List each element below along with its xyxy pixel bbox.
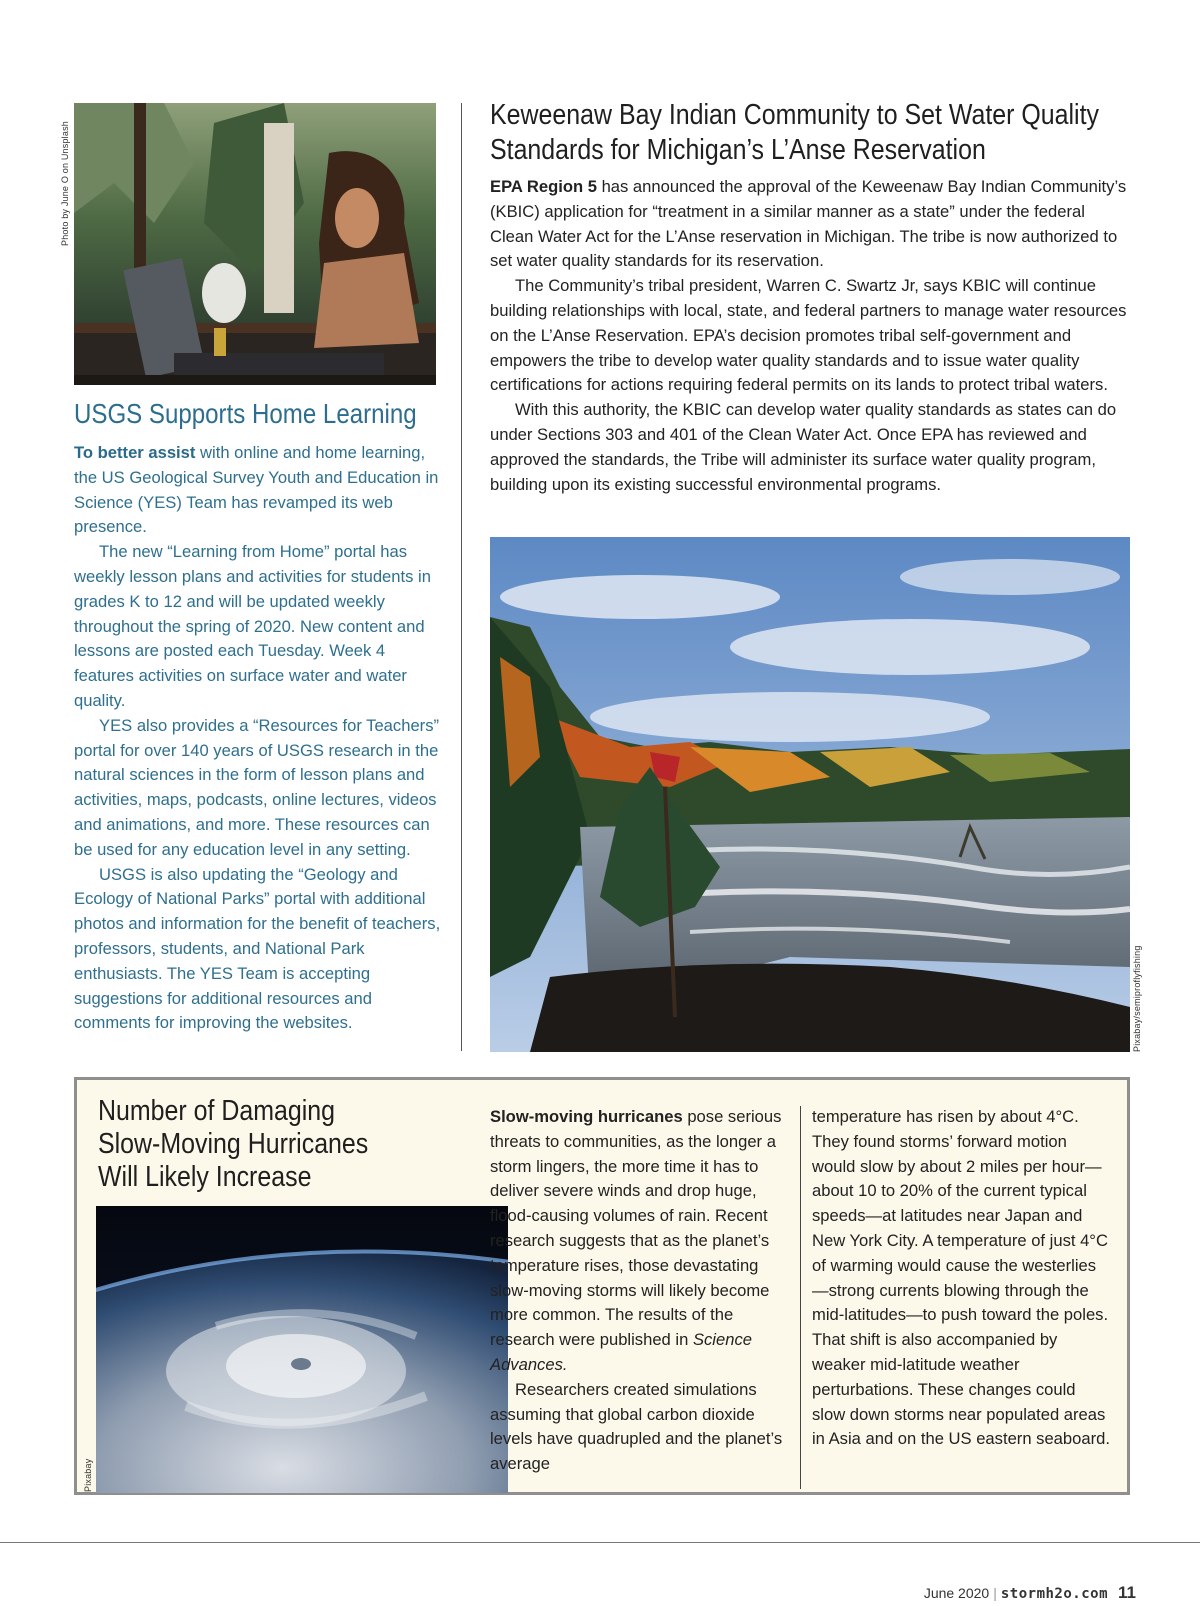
footer-date: June 2020 (923, 1585, 990, 1601)
kbic-article-body (490, 175, 1128, 497)
river-autumn-photo (490, 537, 1130, 1052)
kbic-paragraph-3: With this authority, the KBIC can develop water quality standards as states can do under Sections 303 and 401 of the Clean Water Act. Once EPA has reviewed and approved the standards, the Tribe will administer its surface water quality program, building upon its existing successful environmental programs. (490, 400, 1117, 494)
kbic-paragraph-2: The Community’s tribal president, Warren C. Swartz Jr, says KBIC will continue building relationships with local, state, and federal partners to manage water resources on the L’Anse Reservation. EPA’s decision promotes tribal self-government and empowers the tribe to develop water quality standards and to issue water quality certifications for actions requiring federal permits on its lands to protect tribal waters. (490, 276, 1127, 395)
kbic-p1-text: has announced the approval of the Keweenaw Bay Indian Community’s (KBIC) application for “treatment in a similar manner as a state” under the federal Clean Water Act for the L’Anse reservation in Michigan. The tribe is now authorized to set water quality standards for its reservation. (490, 177, 1127, 271)
photo-credit-hurricane: Pixabay (83, 1458, 93, 1492)
page-footer (924, 1583, 1136, 1603)
usgs-article-title: USGS Supports Home Learning (74, 398, 417, 429)
usgs-paragraph-2: The new “Learning from Home” portal has weekly lesson plans and activities for students in grades K to 12 and will be updated weekly throughout the spring of 2020. New content and lessons are posted each Tuesday. Week 4 features activities on surface water and water quality. (74, 542, 431, 710)
hurricane-paragraph-2: Researchers created simulations assuming that global carbon dioxide levels have quadrupled and the planet’s average (490, 1379, 783, 1474)
usgs-paragraph-1 (74, 441, 446, 540)
page-number: 11 (1118, 1583, 1136, 1602)
hurricane-article-title: Number of Damaging Slow-Moving Hurricanes Will Likely Increase (98, 1095, 369, 1193)
footer-rule (0, 1542, 1200, 1543)
hurricane-lead: Slow-moving hurricanes (490, 1107, 683, 1126)
journal-name: Science Advances. (490, 1330, 752, 1374)
usgs-lead: To better assist (74, 443, 196, 462)
usgs-article-body (74, 441, 446, 1036)
hurricane-column-1 (490, 1105, 790, 1477)
hurricane-p1-text: pose serious threats to communities, as the longer a storm lingers, the more time it has to deliver severe winds and drop huge, flood-causing volumes of rain. Recent research suggests that as the planet’s temperature rises, those devastating slow-moving storms will likely become more common. The results of the research were published in (490, 1107, 782, 1350)
usgs-home-learning-photo (74, 103, 436, 385)
kbic-article-title: Keweenaw Bay Indian Community to Set Water Quality Standards for Michigan’s L’Anse Reservation (490, 99, 1100, 166)
usgs-paragraph-3: YES also provides a “Resources for Teachers” portal for over 140 years of USGS research in the natural sciences in the form of lesson plans and activities, maps, podcasts, online lectures, videos and animations, and more. These resources can be used for any education level in any setting. (74, 715, 440, 859)
photo-credit-kbic: Pixabay/semiproflyfishing (1132, 945, 1142, 1052)
column-divider (461, 103, 462, 1051)
hurricane-paragraph-3: temperature has risen by about 4°C. They found storms’ forward motion would slow by about 2 miles per hour—about 10 to 20% of the current typical speeds—at latitudes near Japan and New York City. A temperature of just 4°C of warming would cause the westerlies—strong currents blowing through the mid-latitudes—to push toward the poles. That shift is also accompanied by weaker mid-latitude weather perturbations. These changes could slow down storms near populated areas in Asia and on the US eastern seaboard. (812, 1107, 1110, 1449)
hurricane-paragraph-1 (490, 1105, 790, 1378)
usgs-p1-text: with online and home learning, the US Geological Survey Youth and Education in Science (YES) Team has revamped its web presence. (74, 443, 439, 537)
kbic-paragraph-1 (490, 175, 1128, 274)
usgs-paragraph-4: USGS is also updating the “Geology and Ecology of National Parks” portal with additional photos and information for the benefit of teachers, professors, students, and National Park enthusiasts. The YES Team is accepting suggestions for additional resources and comments for improving the websites. (74, 864, 441, 1033)
footer-separator: | (993, 1585, 997, 1601)
photo-credit-usgs: Photo by June O on Unsplash (60, 121, 70, 246)
kbic-lead: EPA Region 5 (490, 177, 597, 196)
footer-site: stormh2o.com (1000, 1586, 1109, 1602)
hurricane-satellite-photo (96, 1206, 508, 1493)
hurricane-column-2 (812, 1105, 1112, 1452)
box-column-divider (800, 1106, 801, 1489)
